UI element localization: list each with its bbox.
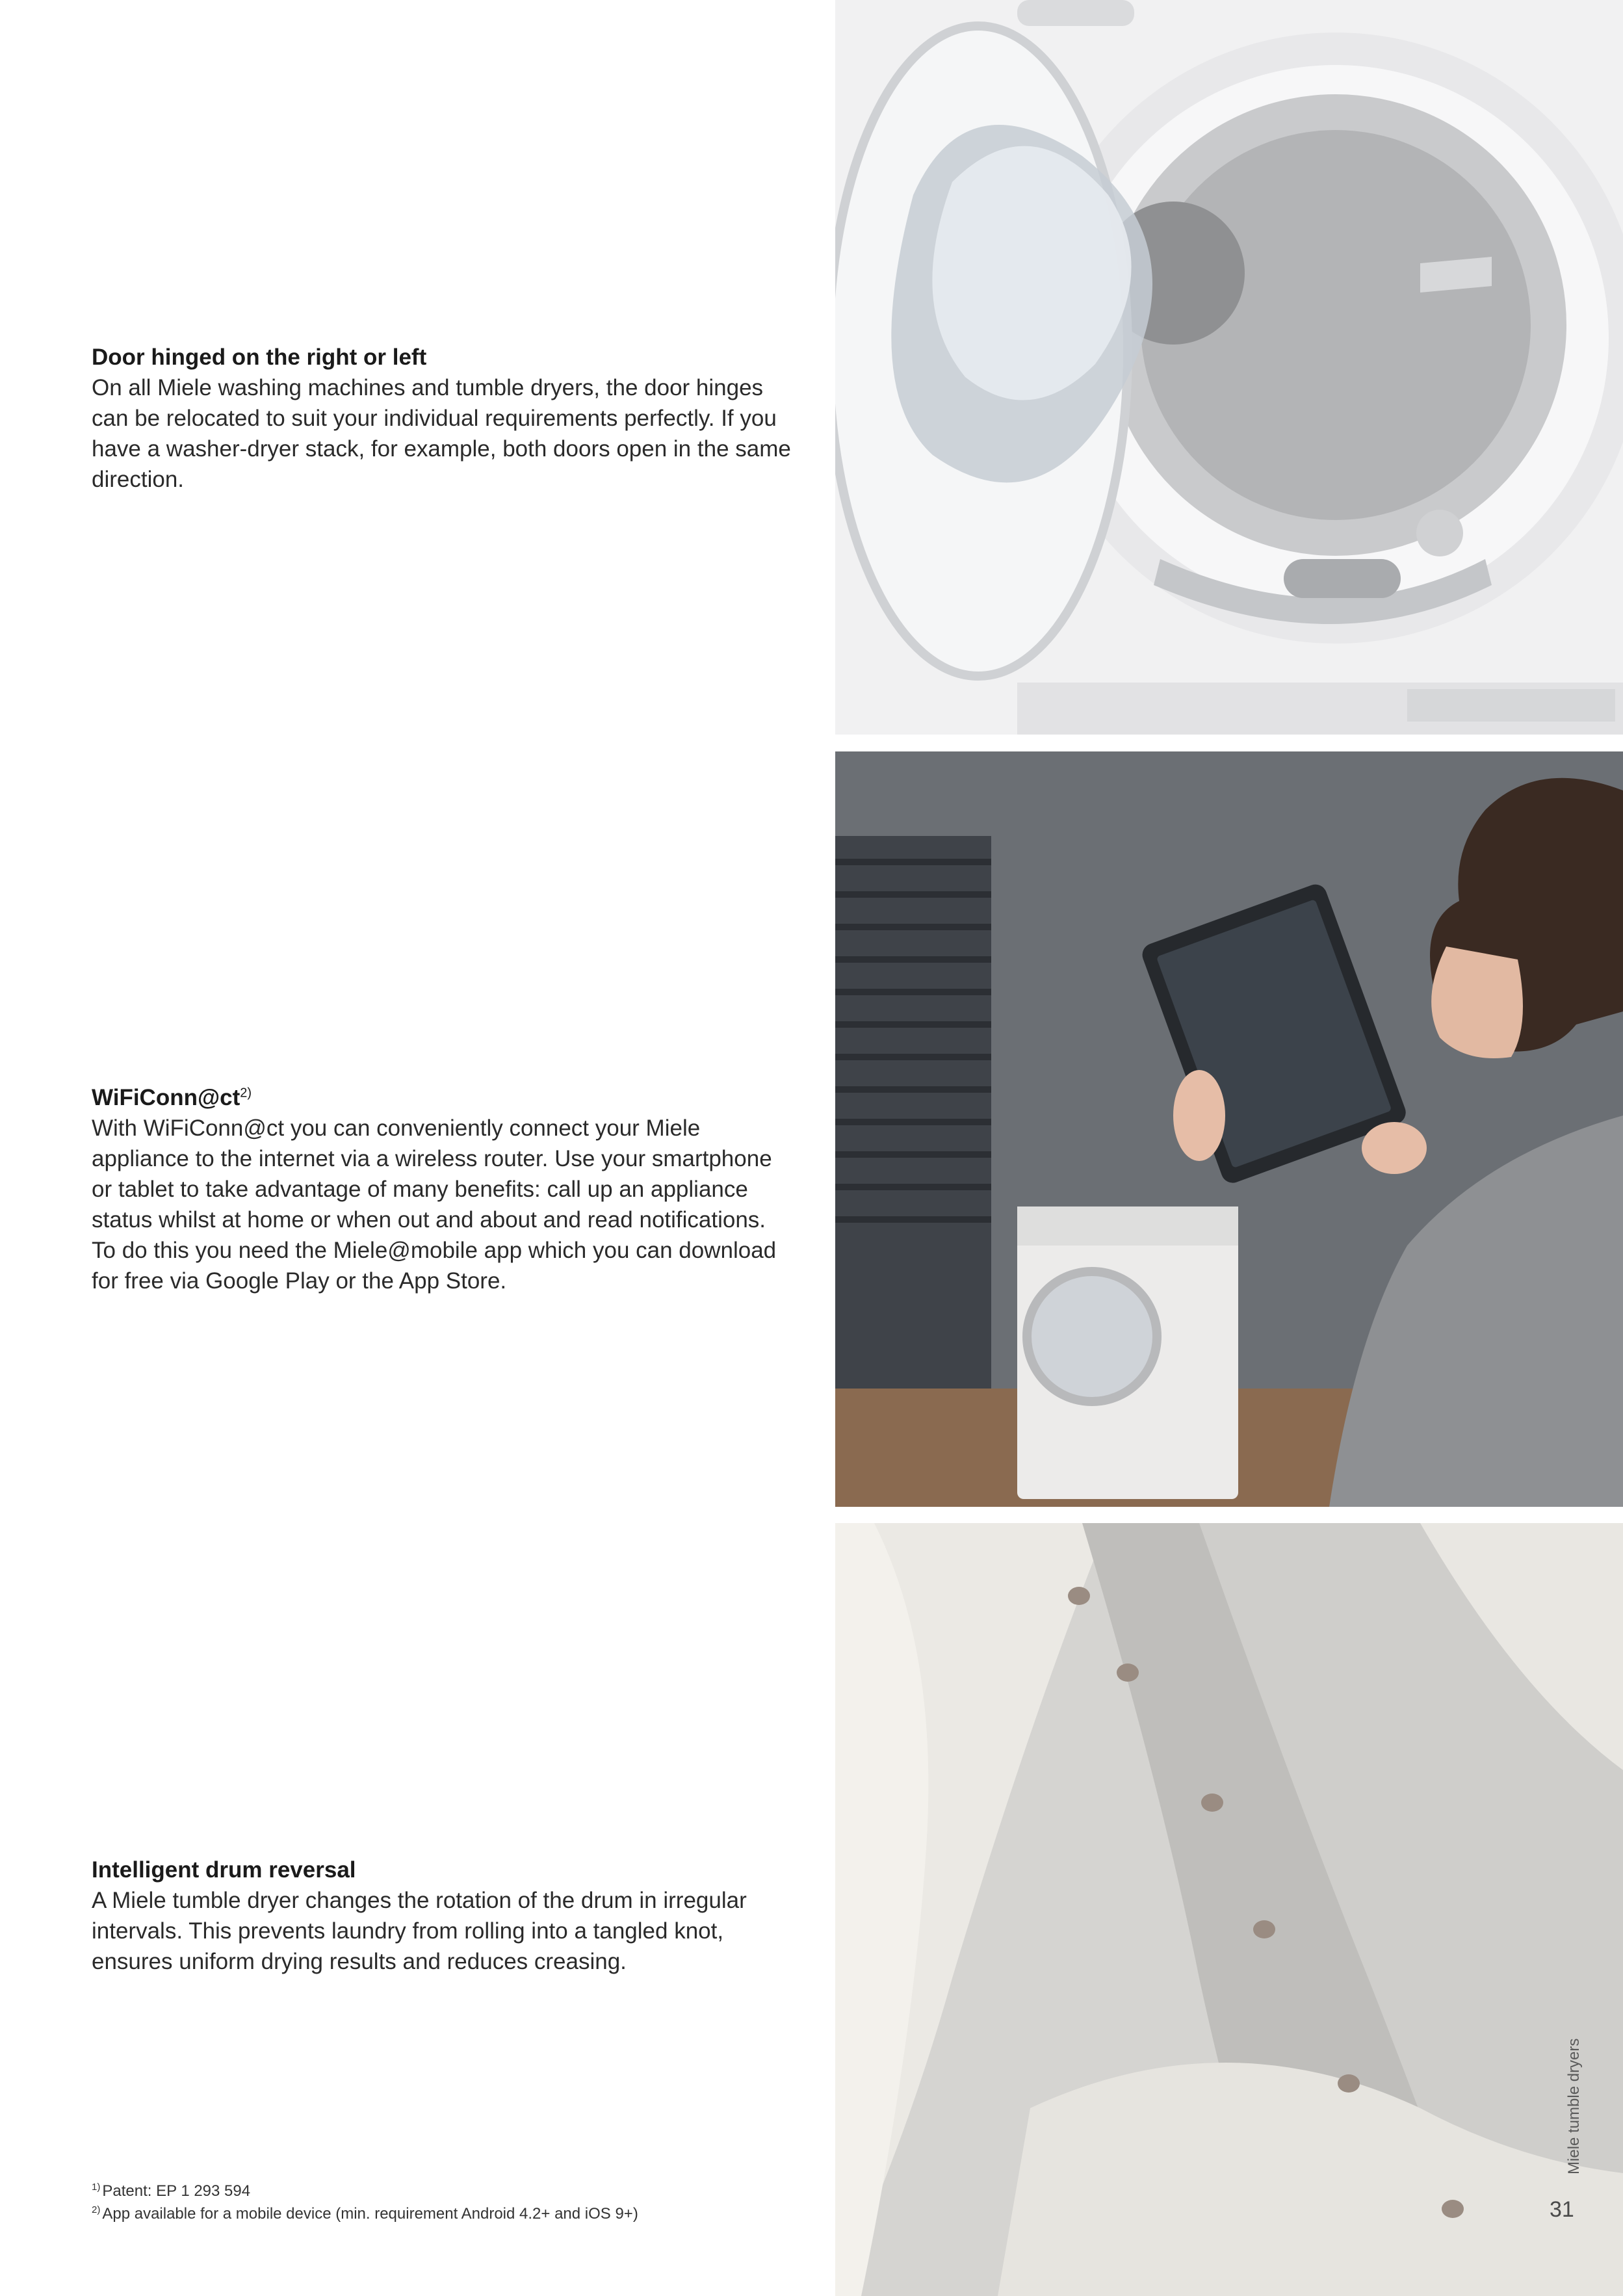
footnote <box>92 2202 638 2225</box>
sidebar-label <box>1564 2038 1590 2174</box>
cardigan-photo <box>835 1523 1623 2296</box>
section-body: A Miele tumble dryer changes the rotation of the drum in irregular intervals. This prevents laundry from rolling into a tangled knot, ensures uniform drying results and reduces creasing. <box>92 1888 747 1974</box>
section-title: Door hinged on the right or left <box>92 345 427 370</box>
footnote <box>92 2180 638 2202</box>
footnote-text: Patent: EP 1 293 594 <box>102 2182 251 2200</box>
footnote-marker: 2) <box>92 2204 101 2215</box>
footnote-ref: 2) <box>240 1086 252 1101</box>
dryer-door-illustration <box>835 0 1623 735</box>
section-wificonnect <box>92 1082 794 1296</box>
section-title-text: WiFiConn@ct <box>92 1085 240 1110</box>
section-title: Intelligent drum reversal <box>92 1857 356 1883</box>
section-body: With WiFiConn@ct you can conveniently connect your Miele appliance to the internet via a wireless router. Use your smartphone or tablet to take advantage of many benefits: call up an appliance status whilst at home or when out and about and read notifications. To do this you need the Miele@mobile app which you can download for free via Google Play or the App Store. <box>92 1115 777 1294</box>
woman-tablet-illustration <box>835 751 1623 1507</box>
dryer-door-photo <box>835 0 1623 735</box>
cardigan-illustration <box>835 1523 1623 2296</box>
section-title <box>92 1082 794 1113</box>
page-number: 31 <box>1550 2197 1574 2222</box>
sidebar-label-text: Miele tumble dryers <box>1565 2038 1583 2174</box>
footnotes <box>92 2180 638 2225</box>
section-body: On all Miele washing machines and tumble dryers, the door hinges can be relocated to suit your individual requirements perfectly. If you have a washer-dryer stack, for example, both doors open in the same direction. <box>92 375 791 492</box>
section-drum-reversal <box>92 1855 794 1977</box>
footnote-marker: 1) <box>92 2182 101 2193</box>
woman-tablet-photo <box>835 751 1623 1507</box>
footnote-text: App available for a mobile device (min. requirement Android 4.2+ and iOS 9+) <box>102 2205 638 2223</box>
section-door-hinge <box>92 342 794 495</box>
